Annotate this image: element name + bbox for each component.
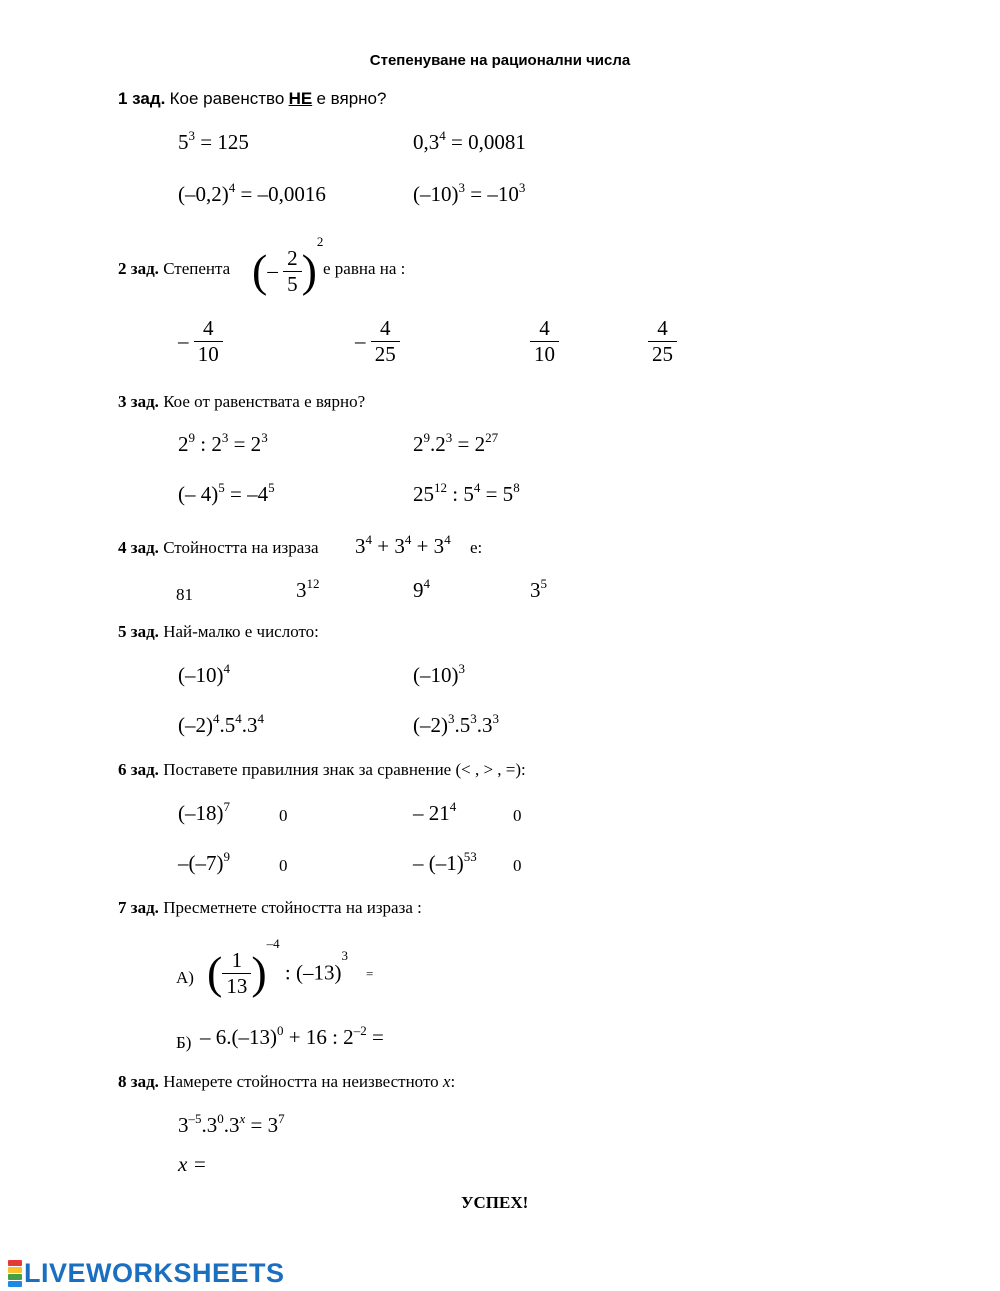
task-7-expression-b: – $6.(-13)^0 + 16$ : $2^{-2}$ = bbox=[200, 1023, 384, 1049]
logo-bar-2 bbox=[8, 1267, 22, 1273]
task-4-option-2[interactable]: $3^{12}$ bbox=[296, 576, 320, 602]
logo-text: LIVEWORKSHEETS bbox=[24, 1257, 285, 1288]
task-1-option-a[interactable]: $5^3 = 125$ bbox=[178, 128, 249, 154]
task-5-prompt: 5 зад. Най-малко е числото: bbox=[118, 622, 319, 641]
logo-mark-icon bbox=[8, 1260, 22, 1287]
logo-bar-3 bbox=[8, 1274, 22, 1280]
task-4-prompt: 4 зад. Стойността на израза bbox=[118, 538, 319, 557]
task-6-item-a: $(-18)^7$ bbox=[178, 799, 230, 825]
task-6-prompt: 6 зад. Поставете правилния знак за сравнение (< , > , =): bbox=[118, 760, 526, 779]
task-7-equals-a: = bbox=[366, 966, 374, 981]
liveworksheets-logo[interactable] bbox=[8, 1258, 285, 1288]
task-6-item-c: $-(-7)^9$ bbox=[178, 849, 230, 875]
task-6-item-d: – $(-1)^{53}$ bbox=[413, 849, 477, 875]
task-2-prompt-tail: е равна на : bbox=[323, 259, 406, 278]
emphasis-ne: НЕ bbox=[288, 89, 313, 108]
task-4-prompt-tail: е: bbox=[470, 538, 483, 557]
task-2-option-1[interactable]: – $\frac{4}{10}$ bbox=[178, 316, 223, 367]
page-title: Степенуване на рационални числа bbox=[369, 52, 631, 69]
task-7-expression-a: ( $\frac{1}{13}$ )$^{-4}$ : $(-13)^3$ bbox=[207, 936, 348, 999]
task-3-option-b[interactable]: $2^9.2^3 = 2^{27}$ bbox=[413, 430, 499, 456]
task-3-option-c[interactable]: (– $4)^5 = -4^5$ bbox=[178, 480, 275, 506]
task-2-prompt-number: 2 зад. Степента bbox=[118, 259, 231, 278]
task-5-option-a[interactable]: $(-10)^4$ bbox=[178, 661, 230, 687]
task-3-option-a[interactable]: $2^9$ : $2^3 = 2^3$ bbox=[178, 430, 268, 456]
logo-bar-1 bbox=[8, 1260, 22, 1266]
task-1-option-c[interactable]: $(-0,2)^4 = -0,0016$ bbox=[178, 180, 326, 206]
task-8-equation: $3^{-5}.3^0.3^x = 3^7$ bbox=[178, 1111, 285, 1137]
task-5-option-d[interactable]: $(-2)^3.5^3.3^3$ bbox=[413, 711, 499, 737]
task-2-option-3[interactable]: $\frac{4}{10}$ bbox=[530, 316, 559, 367]
task-number: 1 зад. bbox=[118, 89, 166, 108]
logo-bar-4 bbox=[8, 1281, 22, 1287]
task-3-prompt: 3 зад. Кое от равенствата е вярно? bbox=[118, 392, 366, 411]
task-5-option-b[interactable]: $(-10)^3$ bbox=[413, 661, 465, 687]
task-2-option-4[interactable]: $\frac{4}{25}$ bbox=[648, 316, 677, 367]
task-6-zero-a: 0 bbox=[279, 806, 288, 825]
task-6-item-b: – $21^4$ bbox=[413, 799, 457, 825]
task-4-option-1[interactable]: 81 bbox=[176, 585, 193, 604]
task-7-prompt: 7 зад. Пресметнете стойността на израза : bbox=[118, 898, 422, 917]
task-8-prompt: 8 зад. Намерете стойността на неизвестното x: bbox=[118, 1072, 456, 1091]
task-4-option-4[interactable]: $3^5$ bbox=[530, 576, 547, 602]
task-7-label-b: Б) bbox=[176, 1033, 192, 1052]
task-2-option-2[interactable]: – $\frac{4}{25}$ bbox=[355, 316, 400, 367]
task-6-zero-b: 0 bbox=[513, 806, 522, 825]
task-3-option-d[interactable]: $25^{12}$ : $5^4 = 5^8$ bbox=[413, 480, 520, 506]
task-4-expression: $3^4 + 3^4 + 3^4$ bbox=[355, 532, 451, 558]
task-5-option-c[interactable]: $(-2)^4.5^4.3^4$ bbox=[178, 711, 264, 737]
task-1-option-d[interactable]: $(-10)^3 = -10^3$ bbox=[413, 180, 526, 206]
task-7-label-a: А) bbox=[176, 968, 194, 987]
task-6-zero-d: 0 bbox=[513, 856, 522, 875]
success-message: УСПЕХ! bbox=[461, 1193, 529, 1212]
task-1-prompt: 1 зад. Кое равенство НЕ е вярно? bbox=[118, 89, 387, 108]
task-6-zero-c: 0 bbox=[279, 856, 288, 875]
task-1-option-b[interactable]: $0,3^4 = 0,0081$ bbox=[413, 128, 526, 154]
task-8-answer-field[interactable]: x = bbox=[178, 1152, 207, 1176]
task-4-option-3[interactable]: $9^4$ bbox=[413, 576, 430, 602]
task-2-power-expression: (– $\frac{2}{5}$ )$^2$ bbox=[252, 234, 324, 297]
